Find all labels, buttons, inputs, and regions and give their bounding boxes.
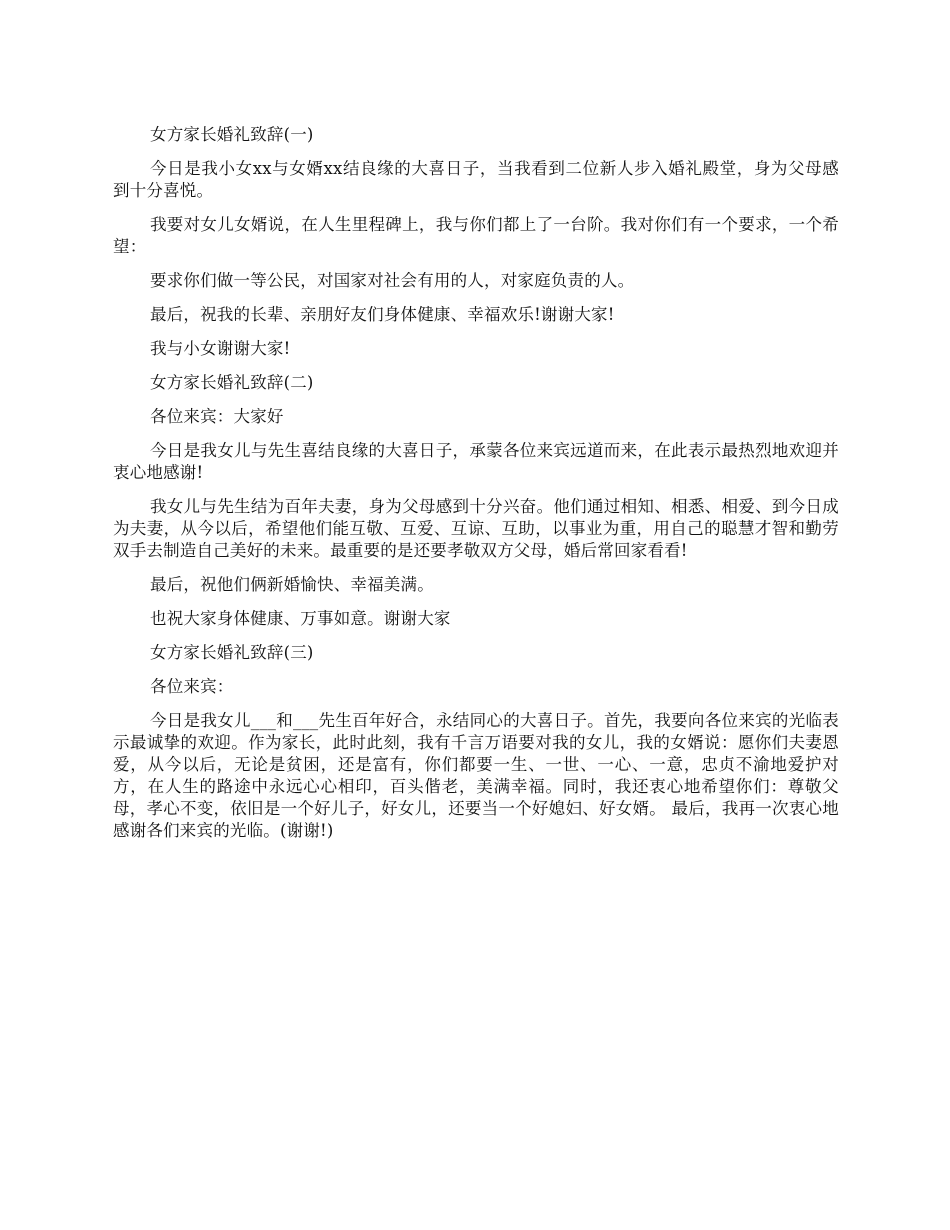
paragraph: 今日是我女儿与先生喜结良缘的大喜日子，承蒙各位来宾远道而来，在此表示最热烈地欢迎并衷心地感谢! [113,441,839,482]
paragraph: 各位来宾： [150,677,234,696]
paragraph: 今日是我女儿___和___先生百年好合，永结同心的大喜日子。首先，我要向各位来宾的光临表示最诚挚的欢迎。作为家长，此时此刻，我有千言万语要对我的女儿，我的女婿说：愿你们夫妻恩爱，从今以后，无论是贫困，还是富有，你们都要一生、一世、一心、一意，忠贞不渝地爱护对方，在人生的路途中永远心心相印，百头偕老，美满幸福。同时，我还衷心地希望你们：尊敬父母，孝心不变，依旧是一个好儿子，好女儿，还要当一个好媳妇、好女婿。 最后，我再一次衷心地感谢各们来宾的光临。(谢谢!) [113,711,839,840]
paragraph: 也祝大家身体健康、万事如意。谢谢大家 [150,609,451,628]
section-title-2: 女方家长婚礼致辞(二) [150,373,314,392]
document-page [113,124,839,854]
section-title-3: 女方家长婚礼致辞(三) [150,643,314,662]
section-title-1: 女方家长婚礼致辞(一) [150,125,314,144]
paragraph: 我要对女儿女婿说，在人生里程碑上，我与你们都上了一台阶。我对你们有一个要求，一个希望： [113,215,839,256]
paragraph: 最后，祝他们俩新婚愉快、幸福美满。 [150,575,434,594]
paragraph: 今日是我小女xx与女婿xx结良缘的大喜日子，当我看到二位新人步入婚礼殿堂，身为父母感到十分喜悦。 [113,159,839,200]
paragraph: 要求你们做一等公民，对国家对社会有用的人，对家庭负责的人。 [150,271,635,290]
paragraph: 我女儿与先生结为百年夫妻，身为父母感到十分兴奋。他们通过相知、相悉、相爱、到今日成为夫妻，从今以后，希望他们能互敬、互爱、互谅、互助，以事业为重，用自己的聪慧才智和勤劳双手去制造自己美好的未来。最重要的是还要孝敬双方父母，婚后常回家看看! [113,497,839,560]
paragraph: 我与小女谢谢大家! [150,339,291,358]
paragraph: 各位来宾：大家好 [150,407,284,426]
paragraph: 最后，祝我的长辈、亲朋好友们身体健康、幸福欢乐!谢谢大家! [150,305,615,324]
